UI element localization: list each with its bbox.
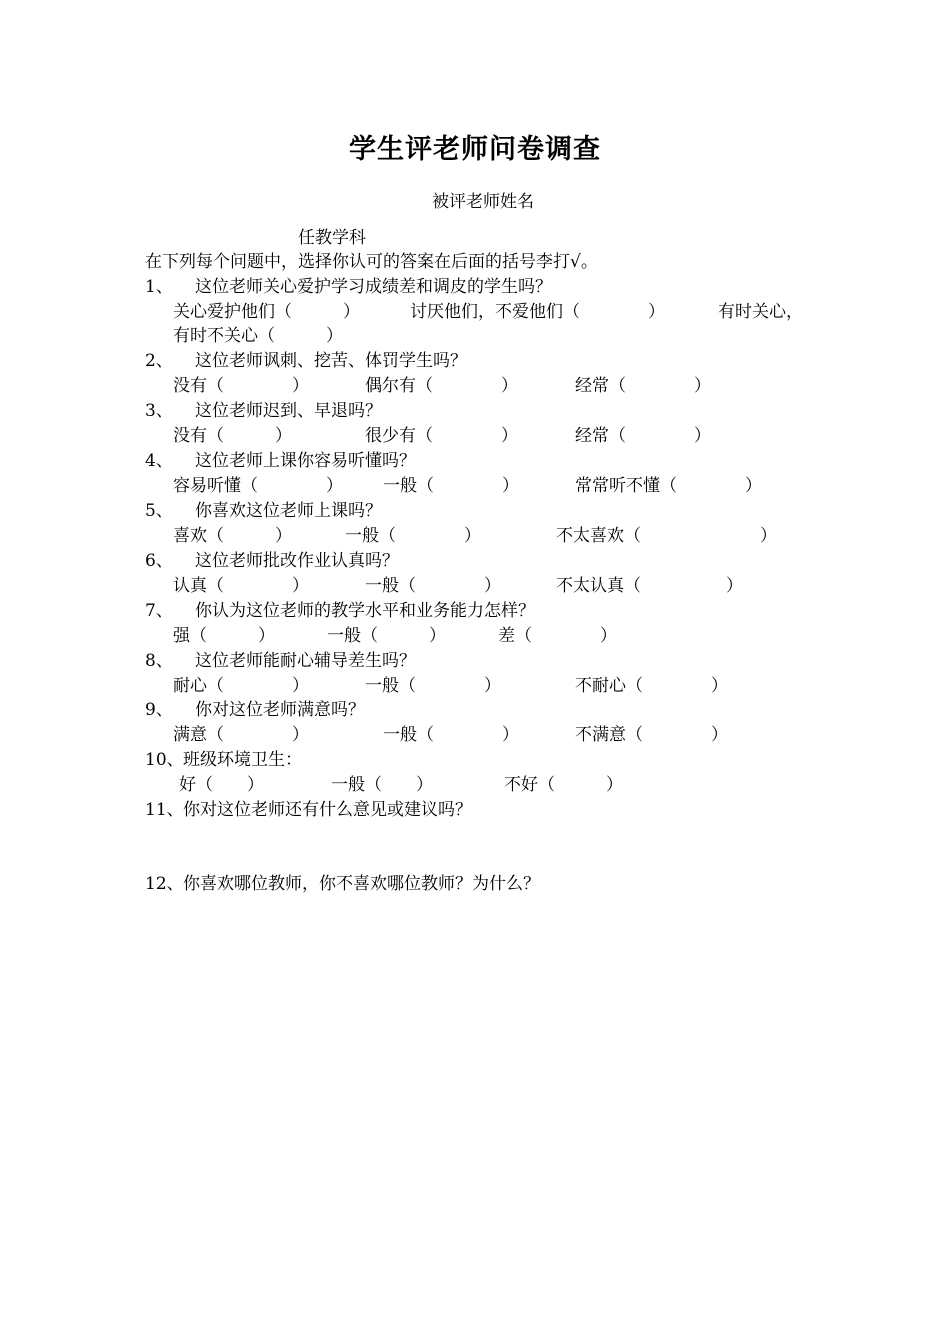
question-text: 你喜欢哪位教师，你不喜欢哪位教师？为什么？ (183, 874, 540, 894)
question-text: 你认为这位老师的教学水平和业务能力怎样？ (195, 601, 535, 621)
question-number: 8、 (145, 651, 173, 671)
answer-option[interactable]: 一般（ ） (331, 775, 433, 795)
answer-option[interactable]: 不满意（ ） (575, 725, 728, 745)
question-number: 2、 (145, 351, 173, 371)
answer-option[interactable]: 强（ ） (173, 626, 275, 646)
question-text: 这位老师上课你容易听懂吗？ (195, 451, 416, 471)
question-text: 这位老师批改作业认真吗？ (195, 551, 399, 571)
question-text: 班级环境卫生： (183, 750, 302, 770)
question-text: 这位老师迟到、早退吗？ (195, 401, 382, 421)
question-number: 12、 (145, 874, 184, 894)
answer-option[interactable]: 经常（ ） (575, 376, 711, 396)
page-title: 学生评老师问卷调查 (349, 134, 601, 165)
question-text: 你对这位老师还有什么意见或建议吗？ (183, 800, 472, 820)
answer-option[interactable]: 偶尔有（ ） (365, 376, 518, 396)
answer-option[interactable]: 没有（ ） (173, 426, 292, 446)
answer-option[interactable]: 认真（ ） (173, 576, 309, 596)
teacher-name-label: 被评老师姓名 (432, 192, 534, 212)
question-text: 这位老师关心爱护学习成绩差和调皮的学生吗？ (195, 277, 552, 297)
question-number: 3、 (145, 401, 173, 421)
question-number: 4、 (145, 451, 173, 471)
answer-option[interactable]: 一般（ ） (365, 676, 501, 696)
answer-option[interactable]: 很少有（ ） (365, 426, 518, 446)
instruction-text: 在下列每个问题中，选择你认可的答案在后面的括号李打√。 (145, 252, 598, 272)
question-text: 这位老师能耐心辅导差生吗？ (195, 651, 416, 671)
answer-option[interactable]: 好（ ） (179, 775, 264, 795)
question-number: 1、 (145, 277, 173, 297)
question-text: 你对这位老师满意吗？ (195, 700, 365, 720)
question-number: 7、 (145, 601, 173, 621)
question-text: 你喜欢这位老师上课吗？ (195, 501, 382, 521)
answer-option[interactable]: 不好（ ） (504, 775, 623, 795)
answer-option[interactable]: 容易听懂（ ） (173, 476, 343, 496)
answer-option[interactable]: 经常（ ） (575, 426, 711, 446)
question-number: 11、 (145, 800, 184, 820)
answer-option[interactable]: 喜欢（ ） (173, 526, 292, 546)
answer-option[interactable]: 一般（ ） (383, 725, 519, 745)
answer-option[interactable]: 一般（ ） (345, 526, 481, 546)
answer-option[interactable]: 讨厌他们，不爱他们（ ） (410, 302, 665, 322)
question-number: 10、 (145, 750, 184, 770)
answer-option[interactable]: 一般（ ） (327, 626, 446, 646)
answer-option[interactable]: 不耐心（ ） (575, 676, 728, 696)
answer-option[interactable]: 一般（ ） (383, 476, 519, 496)
answer-option[interactable]: 耐心（ ） (173, 676, 309, 696)
question-text: 这位老师讽刺、挖苦、体罚学生吗？ (195, 351, 467, 371)
answer-option[interactable]: 一般（ ） (365, 576, 501, 596)
answer-option[interactable]: 满意（ ） (173, 725, 309, 745)
question-number: 6、 (145, 551, 173, 571)
answer-option[interactable]: 关心爱护他们（ ） (173, 302, 360, 322)
subject-label: 任教学科 (298, 228, 366, 248)
answer-option[interactable]: 不太认真（ ） (556, 576, 743, 596)
answer-option[interactable]: 差（ ） (498, 626, 617, 646)
answer-option[interactable]: 没有（ ） (173, 376, 309, 396)
question-number: 9、 (145, 700, 173, 720)
answer-option[interactable]: 不太喜欢（ ） (556, 526, 777, 546)
answer-option[interactable]: 有时关心， (718, 302, 803, 322)
answer-option[interactable]: 常常听不懂（ ） (575, 476, 762, 496)
answer-option[interactable]: 有时不关心（ ） (173, 326, 343, 346)
question-number: 5、 (145, 501, 173, 521)
